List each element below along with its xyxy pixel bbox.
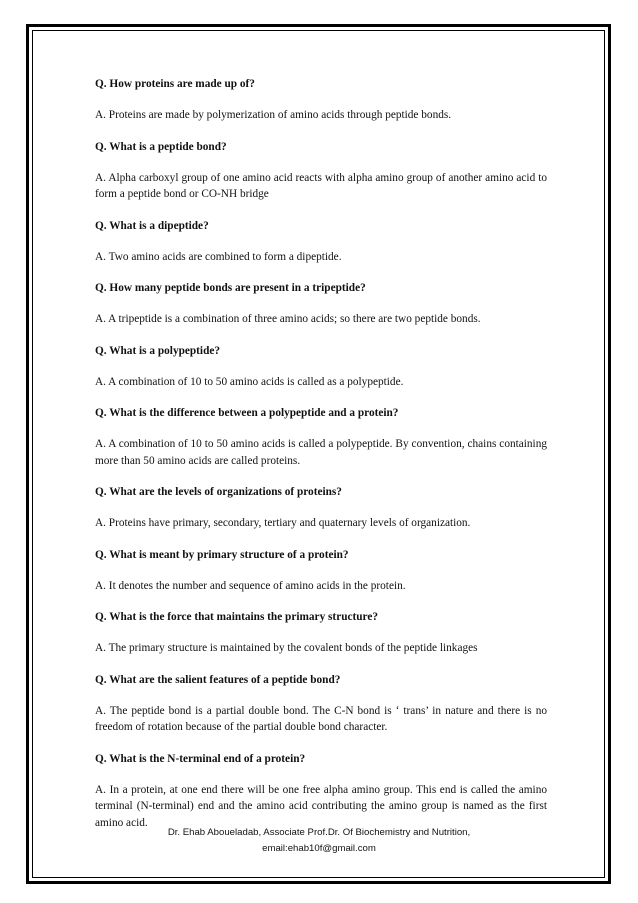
answer-8: A. It denotes the number and sequence of amino acids in the protein.	[95, 579, 406, 592]
question-7: Q. What are the levels of organizations of proteins?	[95, 486, 342, 498]
question-10: Q. What are the salient features of a peptide bond?	[95, 673, 341, 686]
answer-2: A. Alpha carboxyl group of one amino acid reacts with alpha amino group of another amino acid to form a peptide bond or CO-NH bridge	[95, 171, 547, 200]
answer-7: A. Proteins have primary, secondary, tertiary and quaternary levels of organization.	[95, 517, 471, 529]
question-5: Q. What is a polypeptide?	[95, 344, 221, 357]
footer-email-line: email:ehab10f@gmail.com	[262, 843, 376, 854]
answer-5: A. A combination of 10 to 50 amino acids is called as a polypeptide.	[95, 375, 404, 388]
question-8: Q. What is meant by primary structure of a protein?	[95, 548, 349, 561]
answer-10: A. The peptide bond is a partial double bond. The C-N bond is ‘ trans’ in nature and there is no freedom of rotation because of the partial double bond character.	[95, 704, 547, 733]
answer-11: A. In a protein, at one end there will be one free alpha amino group. This end is called the amino terminal (N-terminal) end and the amino acid contributing the amino group is named as the first amino acid.	[95, 783, 547, 829]
question-6: Q. What is the difference between a polypeptide and a protein?	[95, 407, 399, 419]
answer-9: A. The primary structure is maintained by the covalent bonds of the peptide linkages	[95, 642, 478, 654]
answer-3: A. Two amino acids are combined to form a dipeptide.	[95, 250, 342, 263]
answer-6: A. A combination of 10 to 50 amino acids is called a polypeptide. By convention, chains containing more than 50 amino acids are called proteins.	[95, 438, 547, 467]
question-11: Q. What is the N-terminal end of a protein?	[95, 752, 306, 765]
page-footer	[60, 825, 578, 857]
qa-content	[95, 76, 547, 846]
question-3: Q. What is a dipeptide?	[95, 219, 209, 232]
question-4: Q. How many peptide bonds are present in a tripeptide?	[95, 282, 366, 294]
answer-4: A. A tripeptide is a combination of three amino acids; so there are two peptide bonds.	[95, 313, 481, 325]
question-1: Q. How proteins are made up of?	[95, 78, 255, 90]
question-9: Q. What is the force that maintains the primary structure?	[95, 611, 379, 623]
answer-1: A. Proteins are made by polymerization of amino acids through peptide bonds.	[95, 109, 452, 121]
footer-author-line: Dr. Ehab Aboueladab, Associate Prof.Dr. Of Biochemistry and Nutrition,	[167, 827, 471, 838]
question-2: Q. What is a peptide bond?	[95, 140, 227, 153]
